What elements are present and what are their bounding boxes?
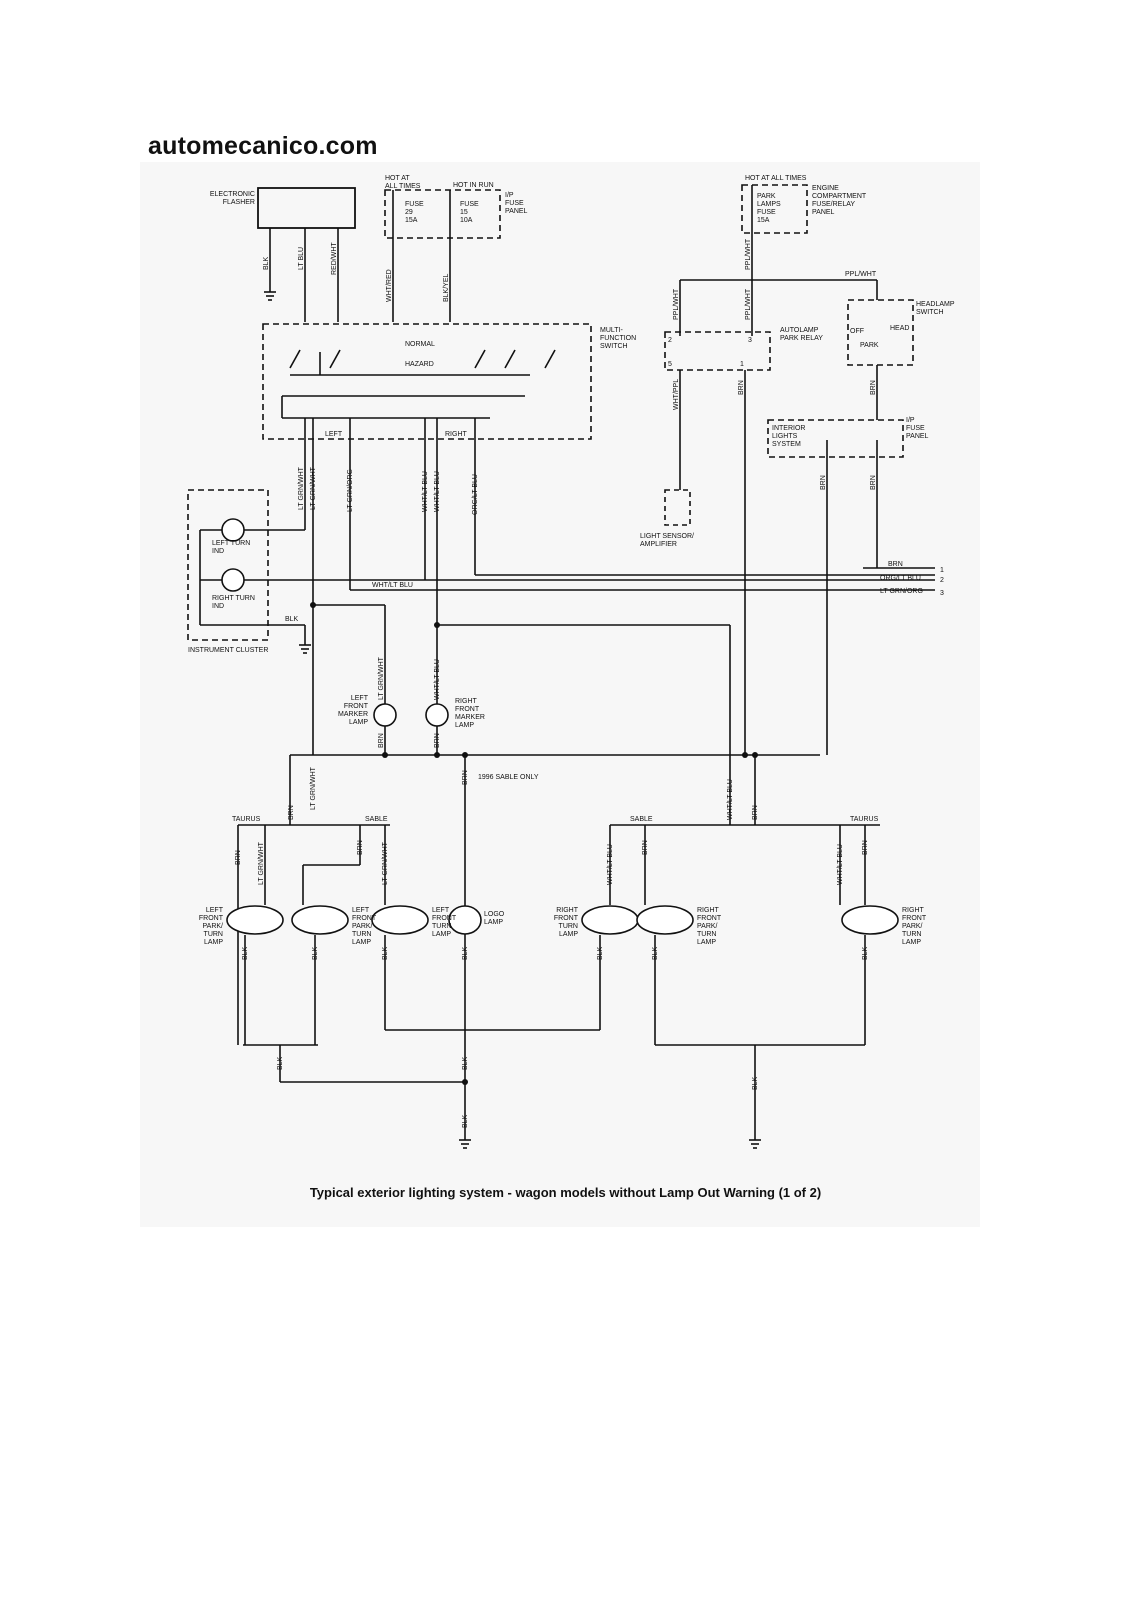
label-interior-lights: INTERIOR LIGHTS SYSTEM [772, 425, 806, 448]
label-engine-compartment: ENGINE COMPARTMENT FUSE/RELAY PANEL [812, 185, 867, 216]
wire-label-blk-3: BLK [382, 946, 389, 960]
wire-label-brn-right-bus: BRN [752, 805, 759, 820]
label-right-front-turn: RIGHT FRONT TURN LAMP [553, 907, 578, 938]
label-sable-left: SABLE [365, 816, 388, 823]
wire-label-blk-9: BLK [462, 1056, 469, 1070]
wire-label-lt-blu: LT BLU [298, 246, 305, 270]
wire-label-red-wht: RED/WHT [331, 242, 338, 275]
relay-pin-1: 1 [740, 361, 744, 368]
label-park: PARK [860, 342, 879, 349]
wire-label-blk-flasher: BLK [263, 256, 270, 270]
wire-label-brn-headlamp: BRN [870, 380, 877, 395]
wire-label-lt-grn-wht-a: LT GRN/WHT [298, 467, 305, 510]
wire-label-lt-grn-org: LT GRN/ORG [347, 469, 354, 512]
continuation-number-3: 3 [940, 590, 944, 597]
label-autolamp-relay: AUTOLAMP PARK RELAY [780, 327, 823, 342]
label-right-turn-ind: RIGHT TURN IND [212, 595, 255, 610]
label-left-front-marker: LEFT FRONT MARKER LAMP [338, 695, 368, 726]
label-taurus-left: TAURUS [232, 816, 261, 823]
label-hazard: HAZARD [405, 361, 434, 368]
label-light-sensor: LIGHT SENSOR/ AMPLIFIER [640, 533, 694, 548]
wire-traces [188, 185, 935, 1140]
wire-label-blk-1: BLK [242, 946, 249, 960]
wire-label-brn-rfpt-sable: BRN [642, 840, 649, 855]
wire-label-wht-lt-blu-bus: WHT/LT BLU [727, 779, 734, 820]
wire-label-blk-8: BLK [277, 1056, 284, 1070]
wire-label-brn-interior: BRN [820, 475, 827, 490]
continuation-wire-3: LT GRN/ORG [880, 588, 923, 595]
wire-label-blk-7: BLK [862, 946, 869, 960]
label-instrument-cluster: INSTRUMENT CLUSTER [188, 647, 269, 654]
label-left-front-park-turn-taurus: LEFT FRONT PARK/ TURN LAMP [198, 907, 223, 946]
wire-label-brn-relay: BRN [738, 380, 745, 395]
label-left-front-park-turn-sable: LEFT FRONT PARK/ TURN LAMP [352, 907, 377, 946]
wire-label-brn-left-marker: BRN [378, 733, 385, 748]
wire-label-ppl-wht-top: PPL/WHT [745, 238, 752, 270]
wire-label-wht-lt-blu-b: WHT/LT BLU [434, 471, 441, 512]
electronic-flasher-box [258, 188, 355, 228]
label-taurus-right: TAURUS [850, 816, 879, 823]
label-right: RIGHT [445, 431, 467, 438]
wire-label-blk-cluster: BLK [285, 616, 299, 623]
wire-label-lt-grn-wht-marker: LT GRN/WHT [378, 657, 385, 700]
wire-label-blk-10: BLK [752, 1076, 759, 1090]
light-sensor-box [665, 490, 690, 525]
continuation-wire-1: BRN [888, 561, 903, 568]
label-fuse-15: FUSE 15 10A [460, 201, 479, 224]
wire-label-ppl-wht-horizontal: PPL/WHT [845, 271, 877, 278]
label-fuse-29: FUSE 29 15A [405, 201, 424, 224]
relay-pin-2: 2 [668, 337, 672, 344]
lamp-symbols [222, 519, 898, 934]
diagram-caption: Typical exterior lighting system - wagon models without Lamp Out Warning (1 of 2) [309, 1185, 822, 1200]
wire-label-brn-left-bus: BRN [288, 805, 295, 820]
wire-label-blk-6: BLK [652, 946, 659, 960]
wire-label-lt-grn-wht-bus: LT GRN/WHT [310, 767, 317, 810]
wire-label-brn-right-marker: BRN [434, 733, 441, 748]
label-1996-sable-only: 1996 SABLE ONLY [478, 774, 539, 781]
wire-label-org-lt-blu: ORG/LT BLU [472, 474, 479, 515]
relay-pin-5: 5 [668, 361, 672, 368]
wire-label-lt-grn-wht-lft: LT GRN/WHT [382, 842, 389, 885]
wire-labels [235, 238, 877, 1128]
label-right-front-park-turn-taurus: RIGHT FRONT PARK/ TURN LAMP [902, 907, 927, 946]
label-multi-function-switch: MULTI-FUNCTION SWITCH [600, 327, 637, 350]
wire-label-brn-lfpt: BRN [235, 850, 242, 865]
autolamp-relay-box [665, 332, 770, 370]
wire-label-blk-5: BLK [597, 946, 604, 960]
relay-pin-3: 3 [748, 337, 752, 344]
wire-label-lt-blu-marker: WHT/LT BLU [434, 659, 441, 700]
label-hot-in-run: HOT IN RUN [453, 182, 494, 189]
wire-label-wht-lt-blu-rft: WHT/LT BLU [607, 844, 614, 885]
wire-label-brn-sable: BRN [357, 840, 364, 855]
label-logo-lamp: LOGO LAMP [484, 911, 505, 926]
wire-label-ppl-wht-left: PPL/WHT [673, 288, 680, 320]
label-left: LEFT [325, 431, 343, 438]
wire-label-wht-lt-blu-rfpt: WHT/LT BLU [837, 844, 844, 885]
site-header: automecanico.com [148, 132, 378, 160]
wire-label-blk-yel: BLK/YEL [443, 273, 450, 302]
ground-symbols [264, 292, 761, 1148]
wire-label-blk-4: BLK [462, 946, 469, 960]
wire-label-wht-ppl: WHT/PPL [673, 378, 680, 410]
wire-label-wht-red: WHT/RED [386, 269, 393, 302]
label-park-lamps-fuse: PARK LAMPS FUSE 15A [757, 193, 781, 224]
wire-label-lt-grn-wht-b: LT GRN/WHT [310, 467, 317, 510]
wire-label-ppl-wht-mid: PPL/WHT [745, 288, 752, 320]
wire-label-blk-11: BLK [462, 1114, 469, 1128]
wire-label-lt-grn-wht-lfpt: LT GRN/WHT [258, 842, 265, 885]
label-right-front-marker: RIGHT FRONT MARKER LAMP [455, 698, 485, 729]
continuation-number-2: 2 [940, 577, 944, 584]
wire-label-wht-lt-blu-horizontal: WHT/LT BLU [372, 582, 413, 589]
label-left-turn-ind: LEFT TURN IND [212, 540, 251, 555]
ip-fuse-panel-box [385, 190, 500, 238]
wire-label-blk-2: BLK [312, 946, 319, 960]
label-sable-right: SABLE [630, 816, 653, 823]
wire-label-wht-lt-blu-a: WHT/LT BLU [422, 471, 429, 512]
connector-continuations [880, 561, 944, 597]
label-hot-at-all-times: HOT AT ALL TIMES [385, 175, 421, 190]
label-headlamp-switch: HEADLAMP SWITCH [916, 301, 955, 316]
continuation-wire-2: ORG/LT BLU [880, 575, 921, 582]
label-hot-at-all-times-right: HOT AT ALL TIMES [745, 175, 807, 182]
label-ip-fuse-panel-right: I/P FUSE PANEL [906, 417, 929, 440]
relay-pins [668, 337, 752, 368]
label-right-front-park-turn-sable: RIGHT FRONT PARK/ TURN LAMP [697, 907, 722, 946]
label-off: OFF [850, 328, 864, 335]
label-left-front-turn: LEFT FRONT TURN LAMP [432, 907, 457, 938]
label-ip-fuse-panel: I/P FUSE PANEL [505, 192, 528, 215]
wire-label-brn-rfpt-taurus: BRN [862, 840, 869, 855]
label-normal: NORMAL [405, 341, 435, 348]
label-head: HEAD [890, 325, 910, 332]
wire-label-brn-ip: BRN [870, 475, 877, 490]
wire-label-brn-logo: BRN [462, 770, 469, 785]
continuation-number-1: 1 [940, 567, 944, 574]
label-electronic-flasher: ELECTRONIC FLASHER [209, 191, 255, 206]
